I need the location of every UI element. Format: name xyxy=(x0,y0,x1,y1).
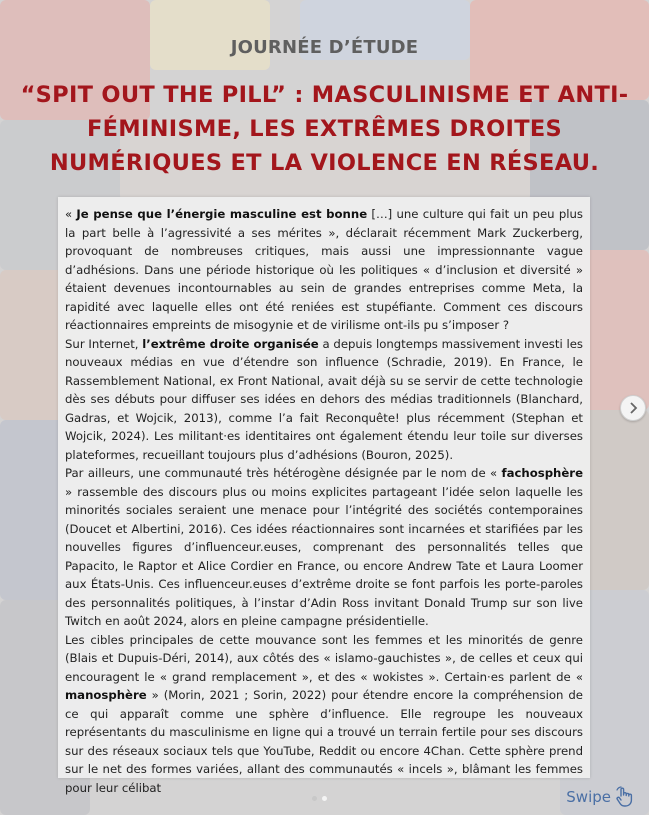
text-run: Par ailleurs, une communauté très hétérogène désignée par le nom de « xyxy=(65,466,502,480)
emphasis-text: fachosphère xyxy=(501,466,583,480)
pagination-dot xyxy=(312,796,317,801)
paragraph-2 xyxy=(65,335,583,465)
text-run: Les cibles principales de cette mouvance sont les femmes et les minorités de genre (Blais et Dupuis-Déri, 2014), aux côtés des « islamo-gauchistes », de celles et ceux qui encouragent le « grand remplacement », et des « wokistes ». Certain·es parlent de « xyxy=(65,632,583,684)
swipe-hint[interactable] xyxy=(566,786,635,808)
hand-pointer-icon xyxy=(615,786,635,808)
paragraph-4 xyxy=(65,631,583,798)
next-slide-button[interactable] xyxy=(620,395,646,421)
paragraph-1 xyxy=(65,205,583,335)
emphasis-text: Je pense que l’énergie masculine est bonne xyxy=(76,207,368,221)
swipe-label: Swipe xyxy=(566,788,611,806)
text-run: » rassemble des discours plus ou moins explicites partageant l’idée selon laquelle les minorités sociales seraient une menace pour l’intégrité des sociétés contemporaines (Doucet et Albertini, 2016). Ces idées réactionnaires sont incarnées et starifiées par les nouvelles figures d’influenceur.euses, comprenant des personnalités telles que Papacito, le Raptor et Alice Cordier en France, ou encore Andrew Tate et Laura Loomer aux États-Unis. Ces influenceur.euses d’extrême droite se font parfois les porte-paroles des personnalités politiques, à l’instar d’Adin Ross invitant Donald Trump sur son live Twitch en août 2024, alors en pleine campagne présidentielle. xyxy=(65,484,583,628)
chevron-right-icon xyxy=(628,402,638,414)
paragraph-3 xyxy=(65,464,583,631)
emphasis-text: l’extrême droite organisée xyxy=(142,336,319,351)
text-run: « xyxy=(65,207,77,221)
pagination-dots xyxy=(312,796,327,801)
pagination-dot-active xyxy=(322,796,327,801)
text-run: […] une culture qui fait un peu plus la part belle à l’agressivité a ses mérites », déclarait récemment Mark Zuckerberg, provoquant de nombreuses critiques, mais aussi une impressionnante vague d’adhésions. Dans une période historique où les politiques « d’inclusion et diversité » étaient devenues incontournables au sein de grandes entreprises comme Meta, la rapidité avec laquelle elles ont été reniées est stupéfiante. Comment ces discours réactionnaires empreints de misogynie et de virilisme ont-ils pu s’imposer ? xyxy=(65,207,583,332)
text-run: a depuis longtemps massivement investi les nouveaux médias en vue d’étendre son influence (Schradie, 2019). En France, le Rassemblement National, ex Front National, avait déjà su se servir de cette technologie dès ses débuts pour diffuser ses idées en dehors des médias traditionnels (Blanchard, Gadras, et Wojcik, 2013), comme l’a fait Reconquête! plus récemment (Stephan et Wojcik, 2024). Les militant·es identitaires ont également étendu leur toile sur diverses plateformes, recueillant toujours plus d’adhésions (Bouron, 2025). xyxy=(65,336,583,462)
page-title: “SPIT OUT THE PILL” : MASCULINISME ET ANTI-FÉMINISME, LES EXTRÊMES DROITES NUMÉRIQUES ET LA VIOLENCE EN RÉSEAU. xyxy=(20,82,629,176)
text-run: » (Morin, 2021 ; Sorin, 2022) pour étendre encore la compréhension de ce qui apparaît comme une sphère d’influence. Elle regroupe les nouveaux représentants du masculinisme en ligne qui a trouvé un terrain fertile pour ses discours sur des réseaux sociaux tels que YouTube, Reddit ou encore 4Chan. Cette sphère prend sur le net des formes variées, allant des communautés « incels », blâmant les femmes pour leur célibat xyxy=(65,688,583,795)
article-body xyxy=(65,205,583,797)
event-type-label: JOURNÉE D’ÉTUDE xyxy=(230,37,419,58)
emphasis-text: manosphère xyxy=(65,688,147,702)
text-run: Sur Internet, xyxy=(65,336,143,351)
